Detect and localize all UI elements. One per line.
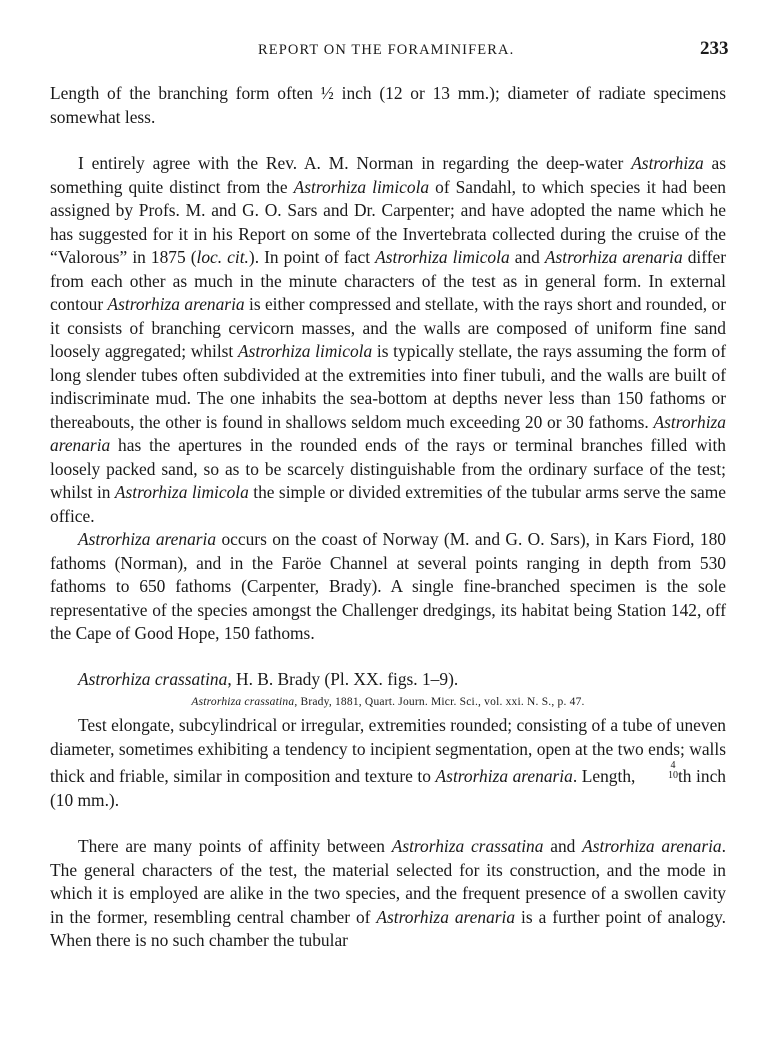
running-header	[0, 38, 776, 62]
paragraph-affinity: There are many points of affinity between Astrorhiza crassatina and Astrorhiza arenaria. The general characters of the test, the material selected for its construction, and the mode in which it is employed are alike in the two species, and the frequent presence of a swollen cavity in the former, resembling central chamber of Astrorhiza arenaria is a further point of analogy. When there is no such chamber the tubular	[50, 836, 726, 950]
paragraph-distribution: Astrorhiza arenaria occurs on the coast of Norway (M. and G. O. Sars), in Kars Fiord, 180 fathoms (Norman), and in the Faröe Channel at several points ranging in depth from 530 fathoms to 650 fathoms (Carpenter, Brady). A single fine-branched specimen is the sole representative of the species amongst the Challenger dredgings, its habitat being Station 142, off the Cape of Good Hope, 150 fathoms.	[50, 529, 726, 643]
running-title: REPORT ON THE FORAMINIFERA.	[258, 42, 515, 58]
paragraph-comparison: I entirely agree with the Rev. A. M. Norman in regarding the deep-water Astrorhiza as something quite distinct from the Astrorhiza limicola of Sandahl, to which species it had been assigned by Profs. M. and G. O. Sars and Dr. Carpenter; and have adopted the name which he has suggested for it in his Report on some of the Invertebrata collected during the cruise of the “Valorous” in 1875 (loc. cit.). In point of fact Astrorhiza limicola and Astrorhiza arenaria differ from each other as much in the minute characters of the test as in general form. In external contour Astrorhiza arenaria is either compressed and stellate, with the rays short and rounded, or it consists of branching cervicorn masses, and the walls are composed of uniform fine sand loosely aggregated; whilst Astrorhiza limicola is typically stellate, the rays assuming the form of long slender tubes often subdivided at the extremities into finer tubuli, and the walls are built of indiscriminate mud. The one inhabits the sea-bottom at depths never less than 150 fathoms or thereabouts, the other is found in shallows seldom much exceeding 20 or 30 fathoms. Astrorhiza arenaria has the apertures in the rounded ends of the rays or terminal branches filled with loosely packed sand, so as to be scarcely distinguishable from the ordinary surface of the test; whilst in Astrorhiza limicola the simple or divided extremities of the tubular arms serve the same office.	[50, 153, 727, 526]
paragraph-description: Test elongate, subcylindrical or irregular, extremities rounded; consisting of a tube of uneven diameter, sometimes exhibiting a tendency to incipient segmentation, open at the two ends; walls thick and friable, similar in composition and texture to Astrorhiza arenaria. Length, 4 10 th inch (10 mm.).	[50, 715, 726, 810]
species-heading: Astrorhiza crassatina, H. B. Brady (Pl. XX. figs. 1–9).	[78, 668, 459, 689]
fraction-half: ½	[320, 83, 334, 103]
page-number: 233	[700, 38, 729, 59]
fraction-four-tenths: 4 10	[667, 760, 678, 781]
paragraph-dimensions: Length of the branching form often ½ inch (12 or 13 mm.); diameter of radiate specimens somewhat less.	[50, 83, 726, 127]
body-text	[50, 82, 726, 953]
bibliographic-reference: Astrorhiza crassatina, Brady, 1881, Quart. Journ. Micr. Sci., vol. xxi. N. S., p. 47.	[191, 696, 585, 708]
